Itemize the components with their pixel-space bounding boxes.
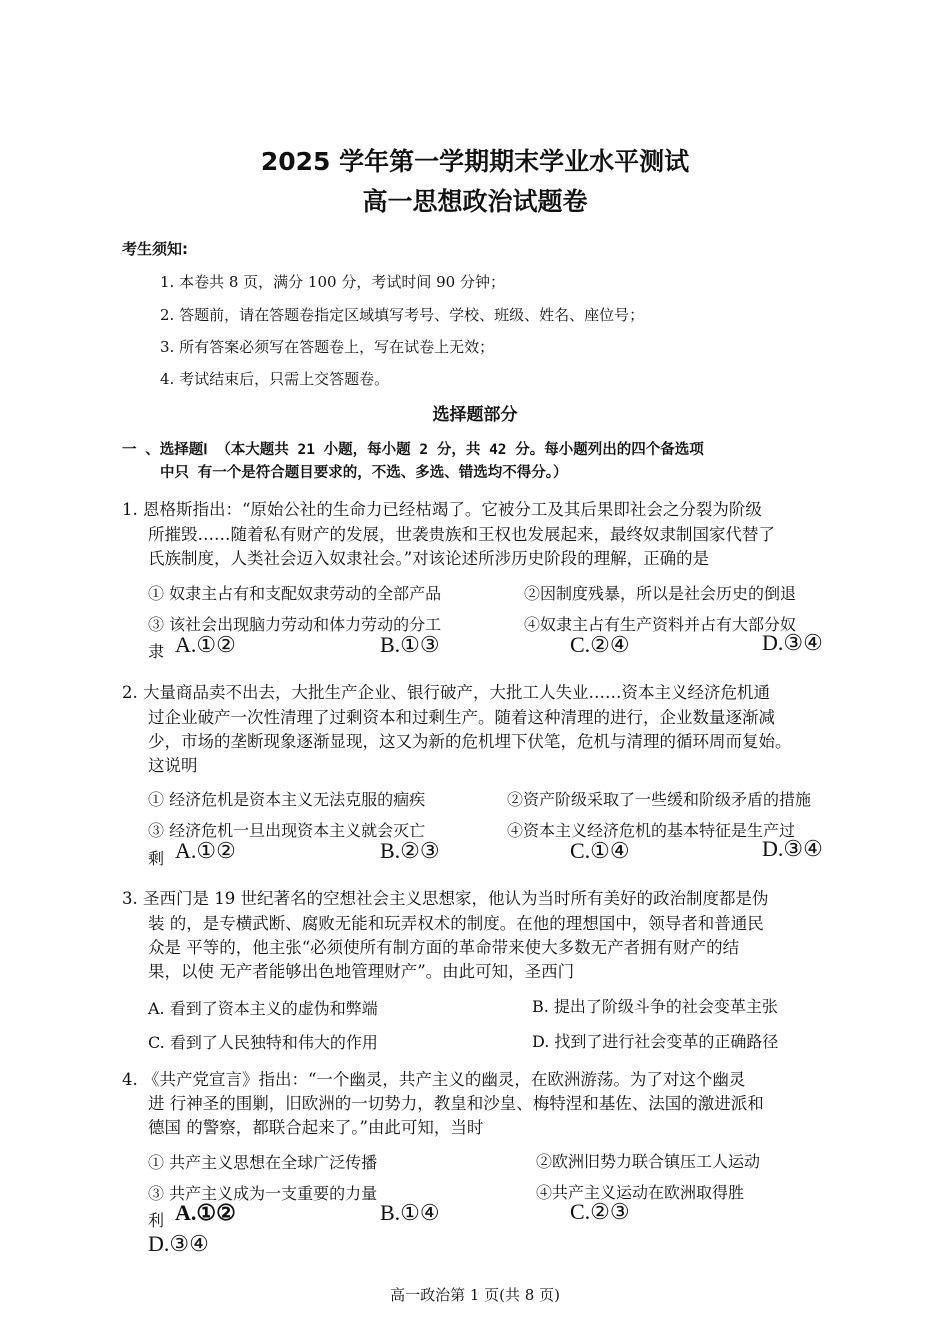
question-3-line: 果，以使 无产者能够出色地管理财产”。由此可知，圣西门 bbox=[148, 962, 575, 981]
statement-3: ③ 该社会出现脑力劳动和体力劳动的分工 bbox=[148, 615, 442, 634]
answer-option-b: B.①③ bbox=[380, 632, 440, 657]
option-a: A. 看到了资本主义的虚伪和弊端 bbox=[148, 999, 378, 1018]
exam-title: 2025 学年第一学期期末学业水平测试 bbox=[260, 147, 690, 176]
statement-3: ③ 共产主义成为一支重要的力量 bbox=[148, 1184, 378, 1203]
notice-heading: 考生须知: bbox=[122, 240, 188, 258]
part-instructions-line2: 中只 有一个是符合题目要求的，不选、多选、错选均不得分。） bbox=[160, 465, 568, 481]
statement-tail: 剩 bbox=[148, 849, 165, 868]
answer-option-a: A.①② bbox=[175, 838, 236, 863]
exam-subtitle: 高一思想政治试题卷 bbox=[362, 187, 588, 216]
statement-4: ④资本主义经济危机的基本特征是生产过 bbox=[507, 821, 796, 840]
question-3-line: 3. 圣西门是 19 世纪著名的空想社会主义思想家，他认为当时所有美好的政治制度都是伪 bbox=[122, 889, 769, 908]
answer-option-c: C.①④ bbox=[570, 838, 630, 863]
answer-option-b: B.①④ bbox=[380, 1200, 440, 1225]
answer-option-c: C.②④ bbox=[570, 632, 630, 657]
notice-item: 1. 本卷共 8 页，满分 100 分，考试时间 90 分钟； bbox=[160, 273, 505, 291]
notice-item: 3. 所有答案必须写在答题卷上，写在试卷上无效； bbox=[160, 338, 495, 356]
question-1-line: 1. 恩格斯指出：“原始公社的生命力已经枯竭了。它被分工及其后果即社会之分裂为阶级 bbox=[122, 500, 762, 519]
option-b: B. 提出了阶级斗争的社会变革主张 bbox=[532, 997, 778, 1016]
statement-3: ③ 经济危机一旦出现资本主义就会灭亡 bbox=[148, 821, 426, 840]
question-3-line: 众是 平等的，他主张“必须使所有制方面的革命带来使大多数无产者拥有财产的结 bbox=[148, 938, 740, 957]
page-footer: 高一政治第 1 页(共 8 页) bbox=[390, 1286, 560, 1304]
part-instructions-line1: 一 、选择题Ⅰ （本大题共 21 小题，每小题 2 分，共 42 分。每小题列出的四个备选项 bbox=[122, 442, 704, 458]
statement-4: ④奴隶主占有生产资料并占有大部分奴 bbox=[524, 615, 797, 634]
answer-option-d: D.③④ bbox=[148, 1231, 209, 1256]
answer-option-d: D.③④ bbox=[762, 630, 823, 655]
notice-item: 2. 答题前，请在答题卷指定区域填写考号、学校、班级、姓名、座位号； bbox=[160, 306, 645, 324]
answer-option-d: D.③④ bbox=[762, 836, 823, 861]
statement-1: ① 经济危机是资本主义无法克服的痼疾 bbox=[148, 790, 426, 809]
question-2-line: 这说明 bbox=[148, 756, 198, 775]
question-2-line: 过企业破产一次性清理了过剩资本和过剩生产。随着这种清理的进行，企业数量逐渐减 bbox=[148, 708, 775, 727]
statement-1: ① 奴隶主占有和支配奴隶劳动的全部产品 bbox=[148, 584, 442, 603]
question-1-line: 氏族制度，人类社会迈入奴隶社会。”对该论述所涉历史阶段的理解，正确的是 bbox=[148, 549, 710, 568]
answer-option-a: A.①② bbox=[175, 1200, 236, 1225]
answer-option-a: A.①② bbox=[175, 632, 236, 657]
question-2-line: 2. 大量商品卖不出去，大批生产企业、银行破产，大批工人失业……资本主义经济危机通 bbox=[122, 683, 770, 702]
statement-tail: 隶 bbox=[148, 642, 165, 661]
question-1-line: 所摧毁……随着私有财产的发展，世袭贵族和王权也发展起来，最终奴隶制国家代替了 bbox=[148, 525, 775, 544]
question-4-line: 德国 的警察，都联合起来了。”由此可知，当时 bbox=[148, 1118, 484, 1137]
statement-tail: 利 bbox=[148, 1211, 165, 1230]
question-3-line: 装 的，是专横武断、腐败无能和玩弄权术的制度。在他的理想国中，领导者和普通民 bbox=[148, 914, 764, 933]
section-title: 选择题部分 bbox=[432, 405, 518, 425]
option-d: D. 找到了进行社会变革的正确路径 bbox=[532, 1032, 779, 1051]
option-c: C. 看到了人民独特和伟大的作用 bbox=[148, 1033, 378, 1052]
answer-option-b: B.②③ bbox=[380, 838, 440, 863]
notice-item: 4. 考试结束后，只需上交答题卷。 bbox=[160, 370, 390, 388]
statement-2: ②资产阶级采取了一些缓和阶级矛盾的措施 bbox=[507, 790, 812, 809]
question-4-line: 进 行神圣的围剿，旧欧洲的一切势力，教皇和沙皇、梅特涅和基佐、法国的激进派和 bbox=[148, 1094, 764, 1113]
question-2-line: 少，市场的垄断现象逐渐显现，这又为新的危机埋下伏笔，危机与清理的循环周而复始。 bbox=[148, 732, 792, 751]
answer-option-c: C.②③ bbox=[570, 1199, 630, 1224]
statement-4: ④共产主义运动在欧洲取得胜 bbox=[536, 1183, 745, 1202]
statement-2: ②欧洲旧势力联合镇压工人运动 bbox=[536, 1152, 761, 1171]
statement-1: ① 共产主义思想在全球广泛传播 bbox=[148, 1153, 378, 1172]
question-4-line: 4. 《共产党宣言》指出：“一个幽灵，共产主义的幽灵，在欧洲游荡。为了对这个幽灵 bbox=[122, 1070, 746, 1089]
statement-2: ②因制度残暴，所以是社会历史的倒退 bbox=[524, 584, 797, 603]
